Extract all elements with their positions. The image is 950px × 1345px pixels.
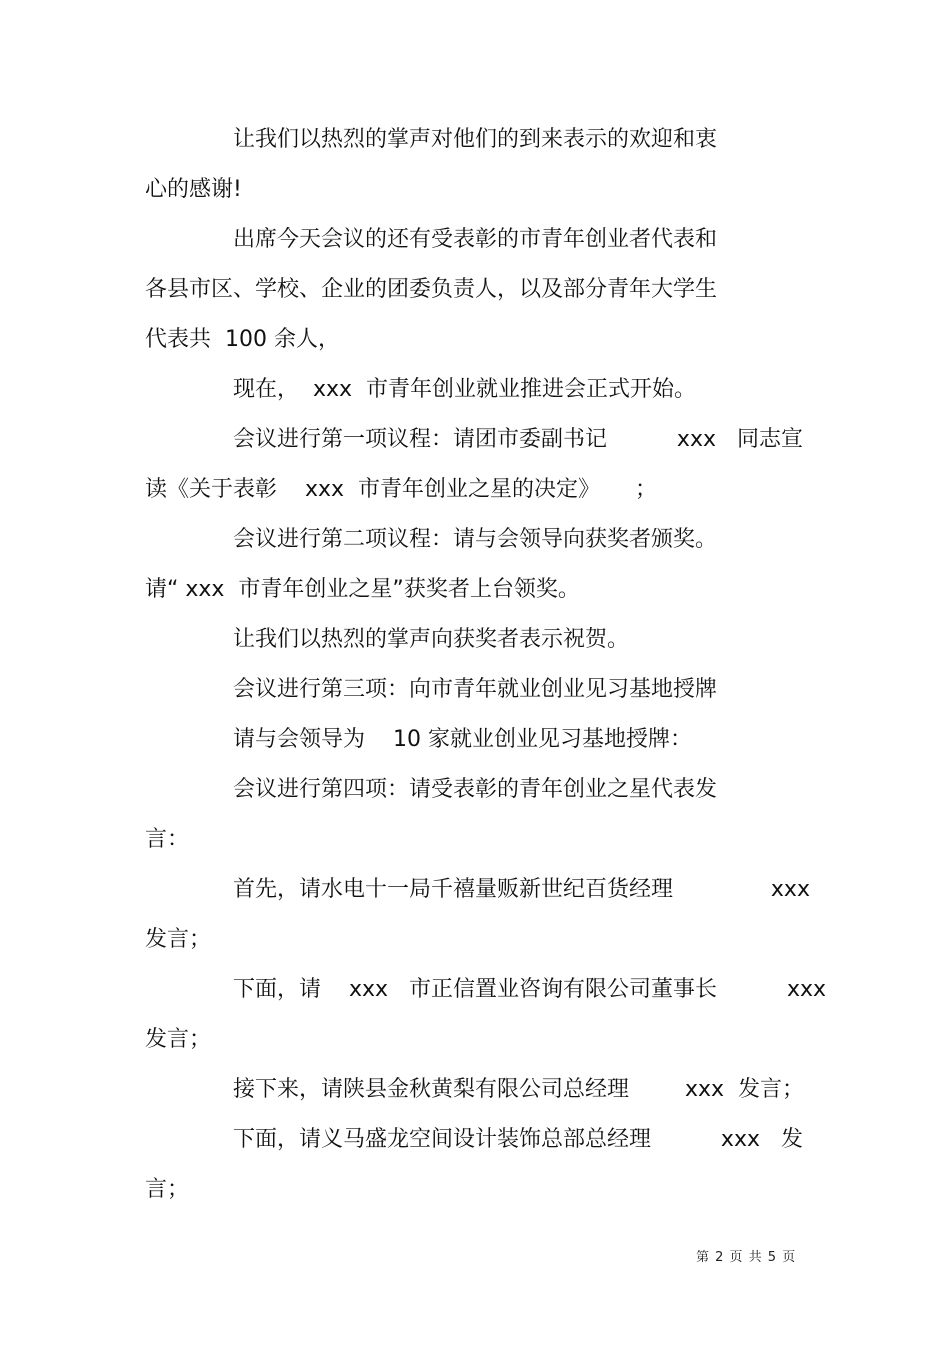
paragraph-line: 让我们以热烈的掌声对他们的到来表示的欢迎和衷 [233, 127, 718, 152]
paragraph-line: 接下来，请陕县金秋黄梨有限公司总经理 xxx 发言； [233, 1077, 804, 1102]
paragraph-line: 读《关于表彰 xxx 市青年创业之星的决定》 ； [145, 477, 657, 502]
paragraph-line: 首先，请水电十一局千禧量贩新世纪百货经理 xxx [233, 877, 810, 902]
paragraph-line: 会议进行第二项议程：请与会领导向获奖者颁奖。 [233, 527, 718, 552]
paragraph-line: 出席今天会议的还有受表彰的市青年创业者代表和 [233, 227, 718, 252]
paragraph-line: 会议进行第四项：请受表彰的青年创业之星代表发 [233, 777, 718, 802]
page-footer: 第 2 页 共 5 页 [696, 1250, 797, 1265]
paragraph-line: 各县市区、学校、企业的团委负责人，以及部分青年大学生 [145, 277, 718, 302]
paragraph-line: 现在， xxx 市青年创业就业推进会正式开始。 [233, 377, 697, 402]
paragraph-line: 言； [145, 1177, 190, 1202]
paragraph-line: 代表共 100 余人， [145, 327, 340, 352]
paragraph-line: 下面，请义马盛龙空间设计装饰总部总经理 xxx 发 [233, 1127, 803, 1152]
paragraph-line: 会议进行第一项议程：请团市委副书记 xxx 同志宣 [233, 427, 803, 452]
paragraph-line: 心的感谢! [145, 177, 242, 202]
paragraph-line: 发言； [145, 927, 212, 952]
paragraph-line: 发言； [145, 1027, 212, 1052]
paragraph-line: 让我们以热烈的掌声向获奖者表示祝贺。 [233, 627, 630, 652]
paragraph-line: 会议进行第三项：向市青年就业创业见习基地授牌 [233, 677, 718, 702]
paragraph-line: 请与会领导为 10 家就业创业见习基地授牌： [233, 727, 692, 752]
paragraph-line: 言： [145, 827, 190, 852]
paragraph-line: 请“ xxx 市青年创业之星”获奖者上台领奖。 [145, 577, 580, 602]
paragraph-line: 下面，请 xxx 市正信置业咨询有限公司董事长 xxx [233, 977, 827, 1002]
